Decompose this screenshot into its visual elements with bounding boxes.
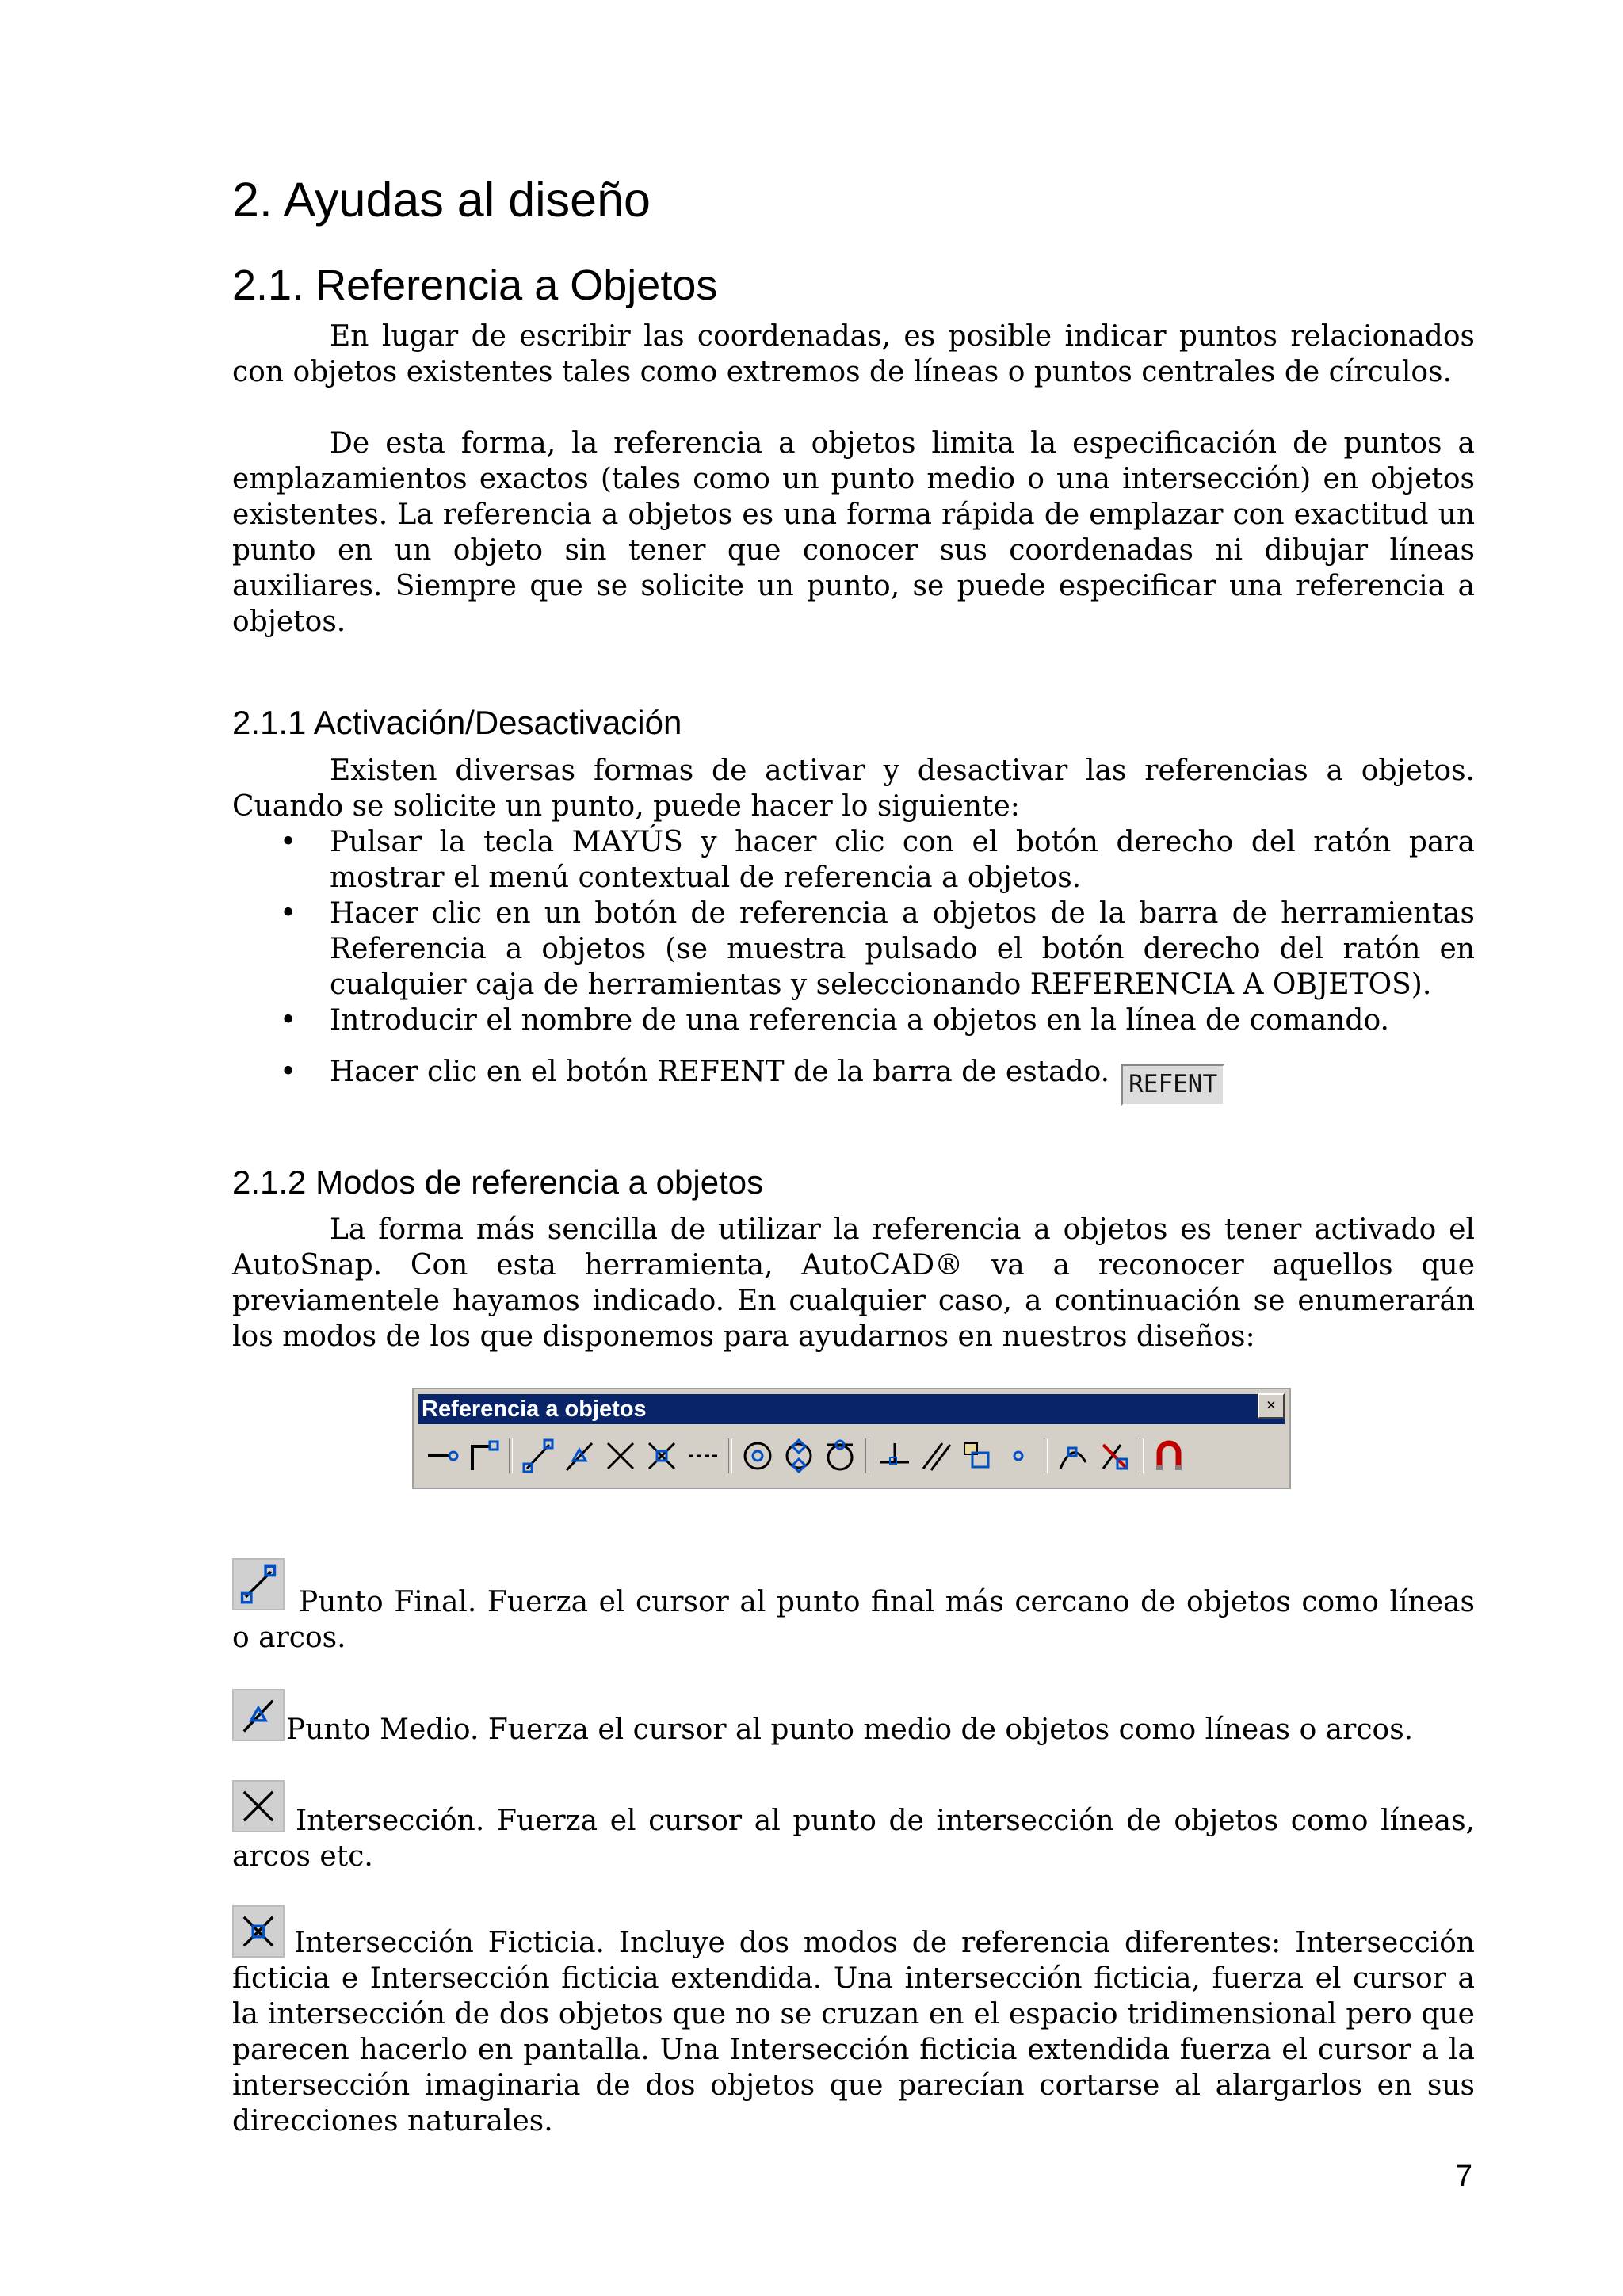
bullet-icon: • [280, 826, 297, 858]
mode-apparent-intersection-description: Intersección Ficticia. Incluye dos modos de referencia diferentes: Intersección ficticia e Intersección ficticia extendida. Una intersección ficticia, fuerza el cursor a la intersección de dos objetos que no se cruzan en el espacio tridimensional pero que parecen hacerlo en pantalla. Una Intersección ficticia extendida fuerza el cursor a la intersección imaginaria de dos objetos que parecían cortarse al alargarlos en sus direcciones naturales. [232, 1927, 1475, 2137]
perpendicular-icon[interactable] [874, 1435, 915, 1477]
endpoint-icon[interactable] [517, 1435, 559, 1477]
nearest-icon[interactable] [1052, 1435, 1094, 1477]
apparent-intersection-icon[interactable] [641, 1435, 682, 1477]
intro-paragraph-1: En lugar de escribir las coordenadas, es posible indicar puntos relacionados con objetos existentes tales como extremos de líneas o puntos centrales de círculos. [232, 320, 1475, 388]
intro-paragraph-2: De esta forma, la referencia a objetos limita la especificación de puntos a emplazamientos exactos (tales como un punto medio o una intersección) en objetos existentes. La referencia a objetos es una forma rápida de emplazar con exactitud un punto en un objeto sin tener que conocer sus coordenadas ni dibujar líneas auxiliares. Siempre que se solicite un punto, se puede especificar una referencia a objetos. [232, 427, 1475, 638]
toolbar-title: Referencia a objetos [418, 1394, 1285, 1424]
subsection-heading-activation: 2.1.1 Activación/Desactivación [232, 704, 682, 741]
activation-paragraph: Existen diversas formas de activar y desactivar las referencias a objetos. Cuando se solicite un punto, puede hacer lo siguiente: [232, 755, 1475, 823]
mode-endpoint-description: Punto Final. Fuerza el cursor al punto final más cercano de objetos como líneas o arcos. [232, 1586, 1475, 1654]
bullet-icon: • [280, 1056, 297, 1088]
none-icon[interactable] [1094, 1435, 1135, 1477]
list-item: • Hacer clic en el botón REFENT de la barra de estado. REFENT [232, 1054, 1475, 1106]
refent-button[interactable]: REFENT [1121, 1064, 1225, 1106]
list-item: • Hacer clic en un botón de referencia a objetos de la barra de herramientas Referencia a objetos (se muestra pulsado el botón derecho del ratón en cualquier caja de herramientas y seleccionando REFERENCIA A OBJETOS). [280, 897, 1475, 1001]
temporary-track-point-icon[interactable] [422, 1435, 463, 1477]
subsection-heading-modes: 2.1.2 Modos de referencia a objetos [232, 1163, 764, 1201]
bullet-icon: • [280, 1004, 297, 1037]
list-item: • Pulsar la tecla MAYÚS y hacer clic con el botón derecho del ratón para mostrar el menú contextual de referencia a objetos. [280, 826, 1475, 894]
close-icon[interactable]: × [1258, 1393, 1285, 1419]
osnap-settings-icon[interactable] [1148, 1435, 1190, 1477]
toolbar-buttons [422, 1432, 1190, 1480]
list-item: • Introducir el nombre de una referencia a objetos en la línea de comando. [280, 1004, 1389, 1037]
midpoint-icon[interactable] [559, 1435, 600, 1477]
extension-icon[interactable] [682, 1435, 724, 1477]
snap-from-icon[interactable] [463, 1435, 504, 1477]
intersection-icon[interactable] [600, 1435, 641, 1477]
node-icon[interactable] [998, 1435, 1039, 1477]
mode-intersection-description: Intersección. Fuerza el cursor al punto de intersección de objetos como líneas, arcos etc. [232, 1805, 1475, 1873]
insert-icon[interactable] [957, 1435, 998, 1477]
section-heading: 2.1. Referencia a Objetos [232, 262, 718, 309]
bullet-icon: • [280, 897, 297, 930]
tangent-icon[interactable] [819, 1435, 861, 1477]
modes-paragraph: La forma más sencilla de utilizar la referencia a objetos es tener activado el AutoSnap. Con esta herramienta, AutoCAD® va a reconocer aquellos que previamentele hayamos indicado. En cualquier caso, a continuación se enumerarán los modos de los que disponemos para ayudarnos en nuestros diseños: [232, 1213, 1475, 1353]
object-snap-toolbar [412, 1388, 1291, 1489]
activation-list [232, 824, 1475, 1106]
quadrant-icon[interactable] [778, 1435, 819, 1477]
parallel-icon[interactable] [915, 1435, 957, 1477]
center-icon[interactable] [737, 1435, 778, 1477]
mode-midpoint-description: Punto Medio. Fuerza el cursor al punto medio de objetos como líneas o arcos. [286, 1713, 1414, 1746]
page-number: 7 [1455, 2160, 1472, 2193]
chapter-heading: 2. Ayudas al diseño [232, 173, 651, 227]
